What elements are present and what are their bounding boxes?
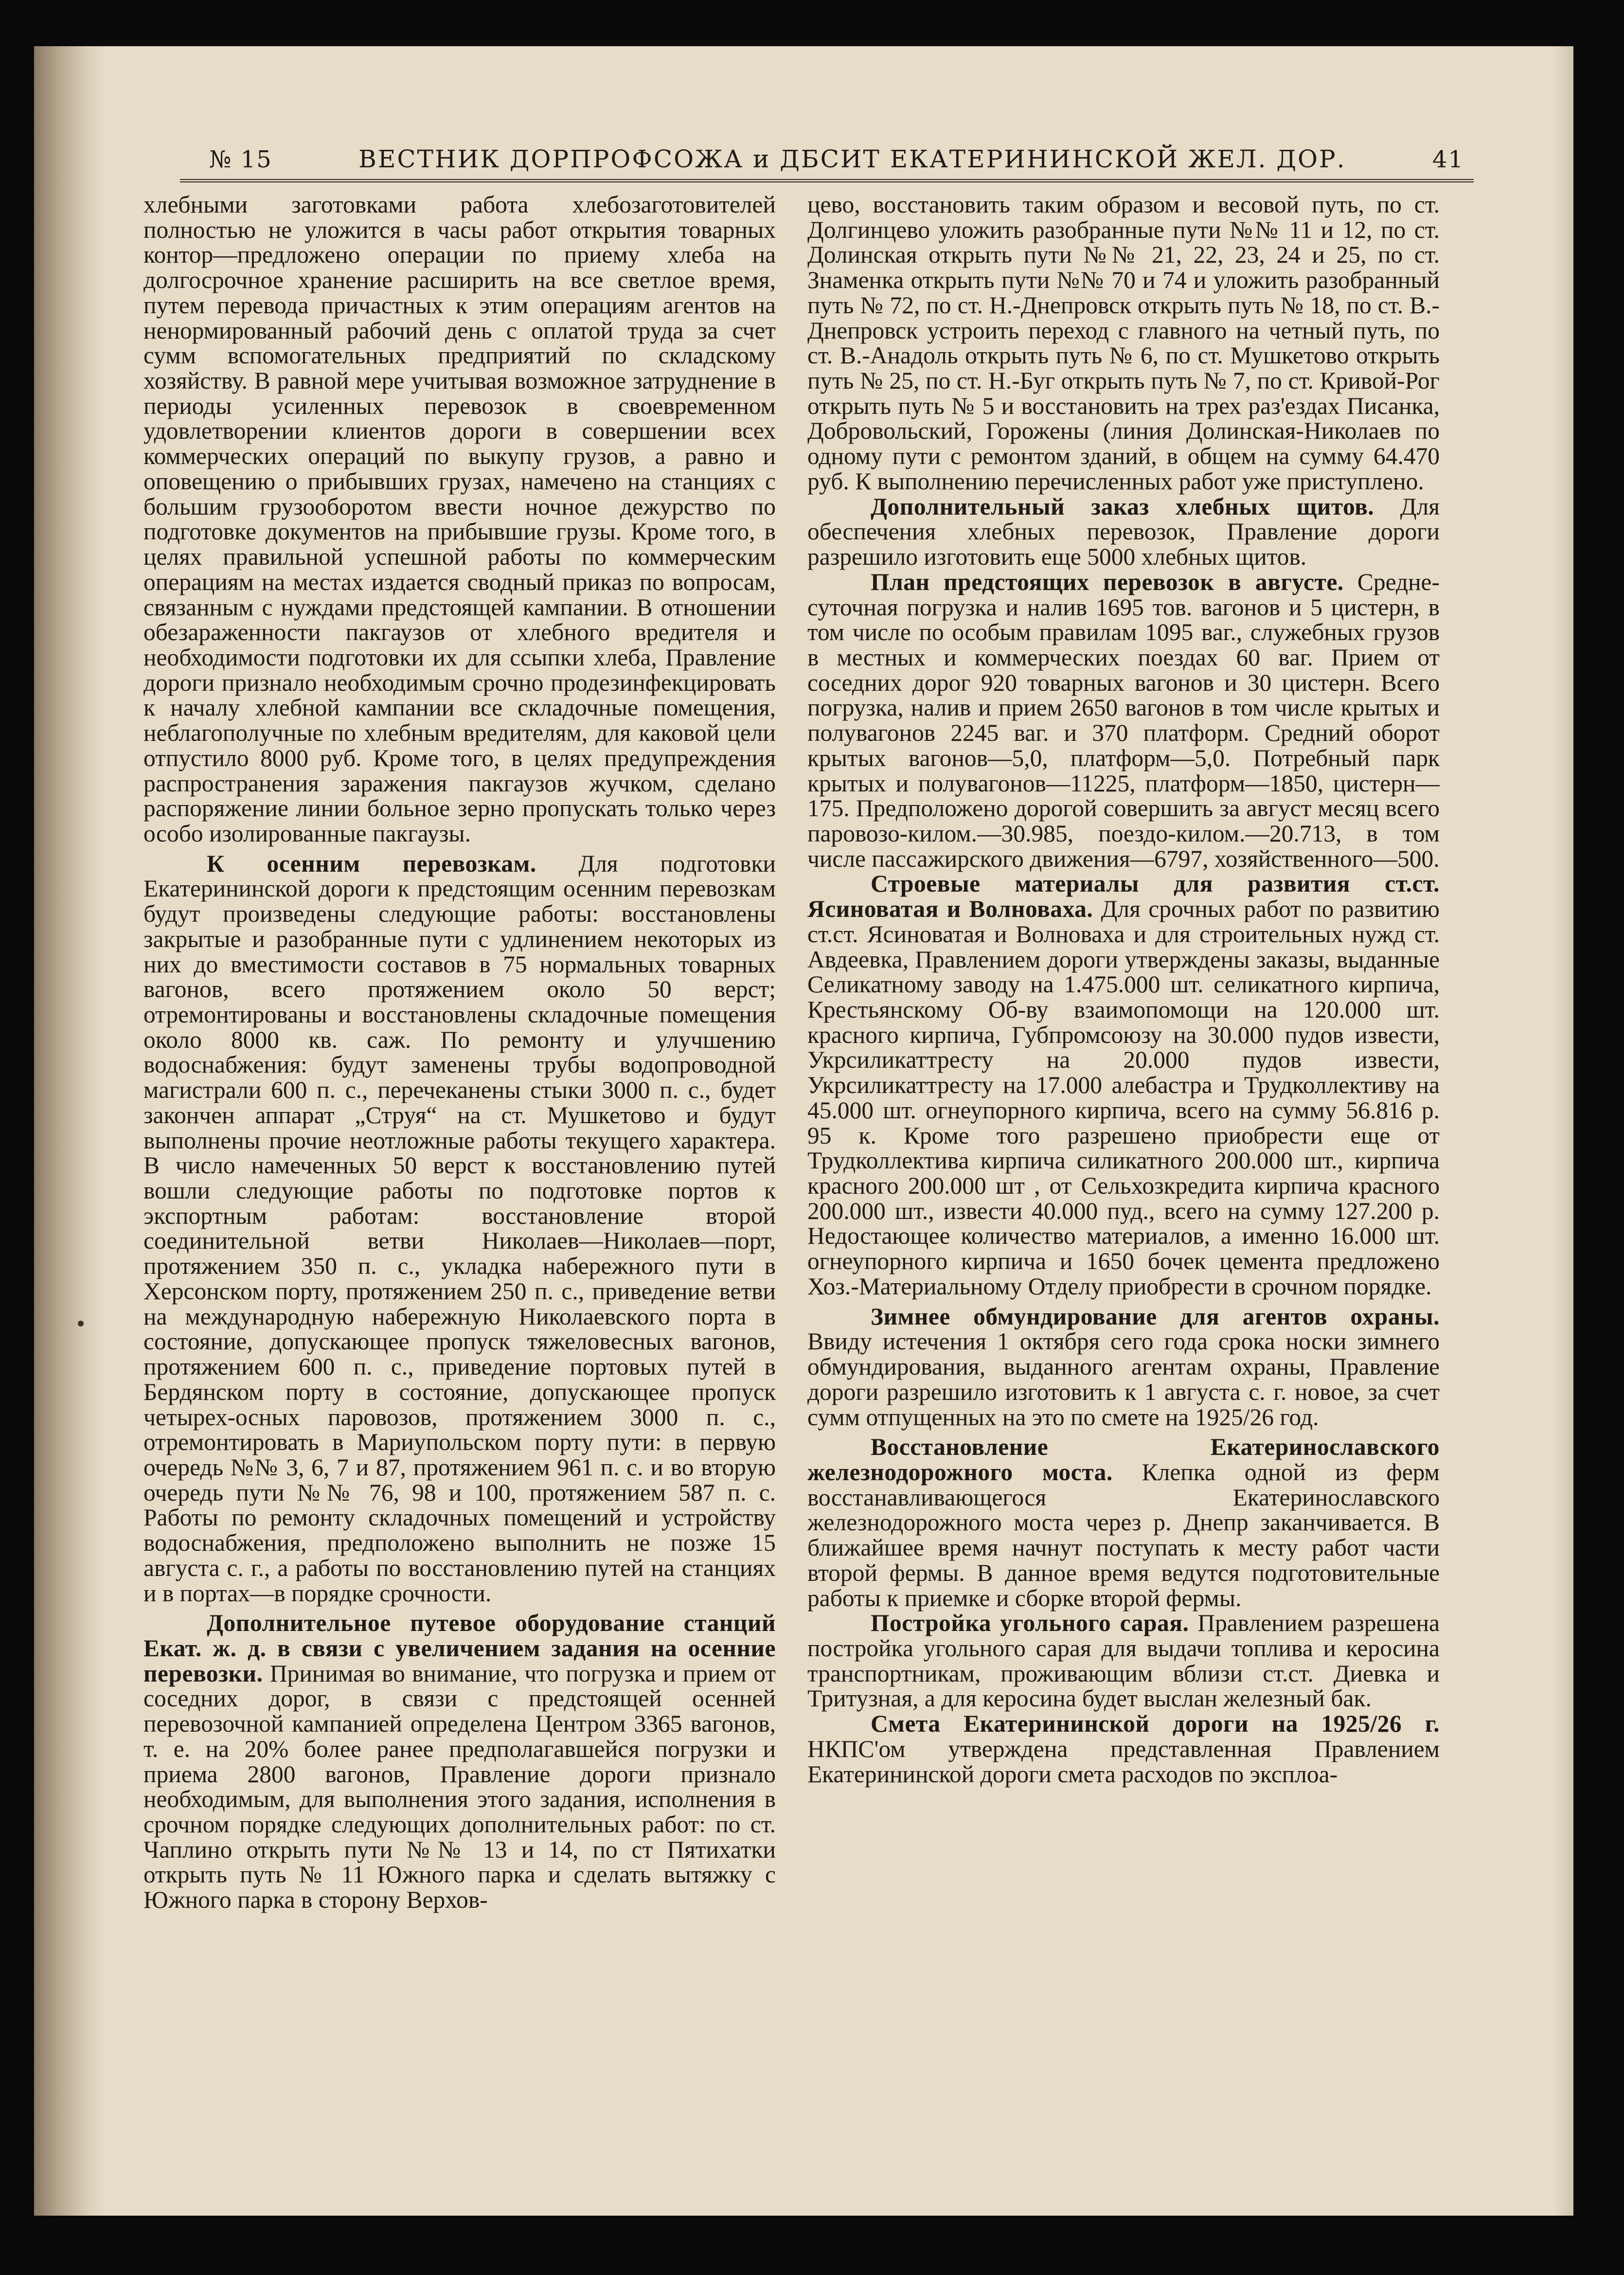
paragraph-text: Правлением разрешена постройка угольного сарая для выдачи топлива и керосина транспортникам, проживающим вблизи ст.ст. Диевка и Тритузная, а для керосина будет выслан железный бак. bbox=[807, 1610, 1440, 1712]
page-edge-shadow bbox=[1554, 46, 1573, 2216]
binding-hole bbox=[78, 1321, 84, 1326]
section-heading: Восстановление Екатеринославского железнодорожного моста. bbox=[807, 1433, 1440, 1486]
paragraph-text: Клепка одной из ферм восстанавливающегося Екатеринославского железнодорожного моста через р. Днепр заканчивается. В ближайшее время начнут поступать к месту работ части второй фермы. В данное время ведутся подготовительные работы к приемке и сборке второй фермы. bbox=[807, 1458, 1440, 1612]
section-winter-uniform bbox=[807, 1304, 1440, 1430]
section-grain-shields bbox=[807, 494, 1440, 570]
journal-title: ВЕСТНИК ДОРПРОФСОЖА и ДБСИТ ЕКАТЕРИНИНСКОЙ ЖЕЛ. ДОР. bbox=[358, 145, 1346, 173]
paragraph-text: хлебными заготовками работа хлебозаготовителей полностью не уложится в часы работ открытия товарных контор—предложено операции по приему хлеба на долгосрочное хранение расширить на все светлое время, путем перевода причастных к этим операциям агентов на ненормированный рабочий день с оплатой труда за счет сумм вспомогательных предприятий по складскому хозяйству. В равной мере учитывая возможное затруднение в периоды усиленных перевозок в своевременном удовлетворении клиентов дороги в совершении всех коммерческих операций по выкупу грузов, а равно и оповещению о прибывших грузах, намечено на станциях с большим грузооборотом ввести ночное дежурство по подготовке документов на прибывшие грузы. Кроме того, в целях правильной успешной работы по коммерческим операциям на местах издается сводный приказ по вопросам, связанным с нуждами предстоящей кампании. В отношении обезараженности пакгаузов от хлебного вредителя и необходимости подготовки их для ссыпки хлеба, Правление дороги признало необходимым срочно продезинфекцировать к началу хлебной кампании все складочные помещения, неблагополучные по хлебным вредителям, для каковой цели отпустило 8000 руб. Кроме того, в целях предупреждения распространения заражения пакгаузов жучком, сделано распоряжение линии больное зерно пропускать только через особо изолированные пакгаузы. bbox=[143, 192, 776, 847]
paragraph-text: Для обеспечения хлебных перевозок, Правление дороги разрешило изготовить еще 5000 хлебных щитов. bbox=[807, 493, 1440, 571]
paragraph-text: цево, восстановить таким образом и весовой путь, по ст. Долгинцево уложить разобранные пути №№ 11 и 12, по ст. Долинская открыть пути №№ 21, 22, 23, 24 и 25, по ст. Знаменка открыть пути №№ 70 и 74 и уложить разобранный путь № 72, по ст. Н.-Днепровск открыть путь № 18, по ст. В.-Днепровск устроить переход с главного на четный путь, по ст. В.-Анадоль открыть путь № 6, по ст. Мушкетово открыть путь № 25, по ст. Н.-Буг открыть путь № 7, по ст. Кривой-Рог открыть путь № 5 и восстановить на трех раз'ездах Писанка, Добровольский, Горожены (линия Долинская-Николаев по одному пути с ремонтом зданий, в общем на сумму 64.470 руб. К выполнению перечисленных работ уже приступлено. bbox=[807, 192, 1440, 495]
section-heading: План предстоящих перевозок в августе. bbox=[871, 568, 1344, 595]
section-august-plan bbox=[807, 570, 1440, 872]
journal-page bbox=[34, 46, 1573, 2216]
issue-number: № 15 bbox=[209, 146, 272, 173]
paragraph-text: Для подготовки Екатерининской дороги к предстоящим осенним перевозкам будут произведены следующие работы: восстановлены закрытые и разобранные пути с удлинением некоторых из них до вместимости составов в 75 нормальных товарных вагонов, всего протяжением около 50 верст; отремонтированы и восстановлены складочные помещения около 8000 кв. саж. По ремонту и улучшению водоснабжения: будут заменены трубы водопроводной магистрали 600 п. с., перечеканены стыки 3000 п. с., будет закончен аппарат „Струя“ на ст. Мушкетово и будут выполнены прочие неотложные работы текущего характера. В число намеченных 50 верст к восстановлению путей вошли следующие работы по подготовке портов к экспортным работам: восстановление второй соединительной ветви Николаев—Николаев—порт, протяжением 350 п. с., укладка набережного пути в Херсонском порту, протяжением 250 п. с., приведение ветви на международную набережную Николаевского порта в состояние, допускающее пропуск тяжеловесных вагонов, протяжением 600 п. с., приведение портовых путей в Бердянском порту в состояние, допускающее пропуск четырех-осных паровозов, протяжением 3000 п. с., отремонтировать в Мариупольском порту пути: в первую очередь №№ 3, 6, 7 и 87, протяжением 961 п. с. и во вторую очередь пути №№ 76, 98 и 100, протяжением 587 п. с. Работы по ремонту складочных помещений и устройству водоснабжения, предположено выполнить не позже 15 августа с. г., а работы по восстановлению путей на станциях и в портах—в порядке срочности. bbox=[143, 850, 776, 1607]
paragraph-text: Принимая во внимание, что погрузка и прием от соседних дорог, в связи с предстоящей осенней перевозочной кампанией определена Центром 3365 вагонов, т. е. на 20% более ранее предполагавшейся погрузки и приема 2800 вагонов, Правление дороги признало необходимым, для выполнения этого задания, исполнения в срочном порядке следующих дополнительных работ: по ст. Чаплино открыть пути №№ 13 и 14, по ст Пятихатки открыть путь № 11 Южного парка и сделать вытяжку с Южного парка в сторону Верхов- bbox=[143, 1660, 776, 1914]
section-autumn-transport bbox=[143, 851, 776, 1606]
section-heading: Строевые материалы для развития ст.ст. Ясиноватая и Волноваха. bbox=[807, 870, 1440, 923]
section-bridge-restoration bbox=[807, 1434, 1440, 1611]
section-heading: К осенним перевозкам. bbox=[207, 850, 536, 877]
section-building-materials bbox=[807, 871, 1440, 1299]
section-additional-track-equipment bbox=[143, 1611, 776, 1913]
section-heading: Смета Екатерининской дороги на 1925/26 г. bbox=[871, 1710, 1440, 1738]
section-heading: Зимнее обмундирование для агентов охраны. bbox=[871, 1303, 1440, 1330]
section-heading: Дополнительный заказ хлебных щитов. bbox=[871, 493, 1374, 520]
page-binding-shadow bbox=[34, 46, 107, 2216]
section-heading: Дополнительное путевое оборудование станций Екат. ж. д. в связи с увеличением задания на осенние перевозки. bbox=[143, 1610, 776, 1687]
paragraph bbox=[807, 192, 1440, 494]
paragraph bbox=[143, 192, 776, 846]
paragraph-text: Ввиду истечения 1 октября сего года срока носки зимнего обмундирования, выданного агентам охраны, Правление дороги разрешило изготовить к 1 августа с. г. новое, за счет сумм отпущенных на это по смете на 1925/26 год. bbox=[807, 1328, 1440, 1431]
paragraph-text: Для срочных работ по развитию ст.ст. Ясиноватая и Волноваха и для строительных нужд ст. Авдеевка, Правлением дороги утверждены заказы, выданные Селикатному заводу на 1.475.000 шт. селикатного кирпича, Крестьянскому Об-ву взаимопомощи на 120.000 шт. красного кирпича, Губпромсоюзу на 30.000 пудов извести, Укрсиликаттресту на 20.000 пудов извести, Укрсиликаттресту на 17.000 алебастра и Трудколлективу на 45.000 шт. огнеупорного кирпича, всего на сумму 56.816 р. 95 к. Кроме того разрешено приобрести еще от Трудколлектива кирпича силикатного 200.000 шт., кирпича красного 200.000 шт , от Сельхозкредита кирпича красного 200.000 шт., извести 40.000 пуд., всего на сумму 127.200 р. Недостающее количество материалов, а именно 16.000 шт. огнеупорного кирпича и 1650 бочек цемента предложено Хоз.-Материальному Отделу приобрести в срочном порядке. bbox=[807, 896, 1440, 1300]
left-column bbox=[143, 192, 776, 2089]
paragraph-text: Средне-суточная погрузка и налив 1695 тов. вагонов и 5 цистерн, в том числе по особым правилам 1095 ваг., служебных грузов в местных и коммерческих поездах 60 ваг. Прием от соседних дорог 920 товарных вагонов и 30 цистерн. Всего погрузка, налив и прием 2650 вагонов в том числе крытых и полувагонов 2245 ваг. и 370 платформ. Средний оборот крытых вагонов—5,0, платформ—5,0. Потребный парк крытых и полувагонов—11225, платформ—1850, цистерн—175. Предположено дорогой совершить за август месяц всего паровозо-килом.—30.985, поездо-килом.—20.713, в том числе пассажирского движения—6797, хозяйственного—500. bbox=[807, 568, 1440, 872]
page-number: 41 bbox=[1432, 146, 1464, 173]
section-heading: Постройка угольного сарая. bbox=[871, 1610, 1189, 1637]
section-coal-shed bbox=[807, 1611, 1440, 1711]
section-budget bbox=[807, 1711, 1440, 1787]
paragraph-text: НКПС'ом утверждена представленная Правлением Екатерининской дороги смета расходов по эксплоа- bbox=[807, 1735, 1440, 1788]
running-header bbox=[180, 129, 1474, 182]
right-column bbox=[807, 192, 1440, 2089]
